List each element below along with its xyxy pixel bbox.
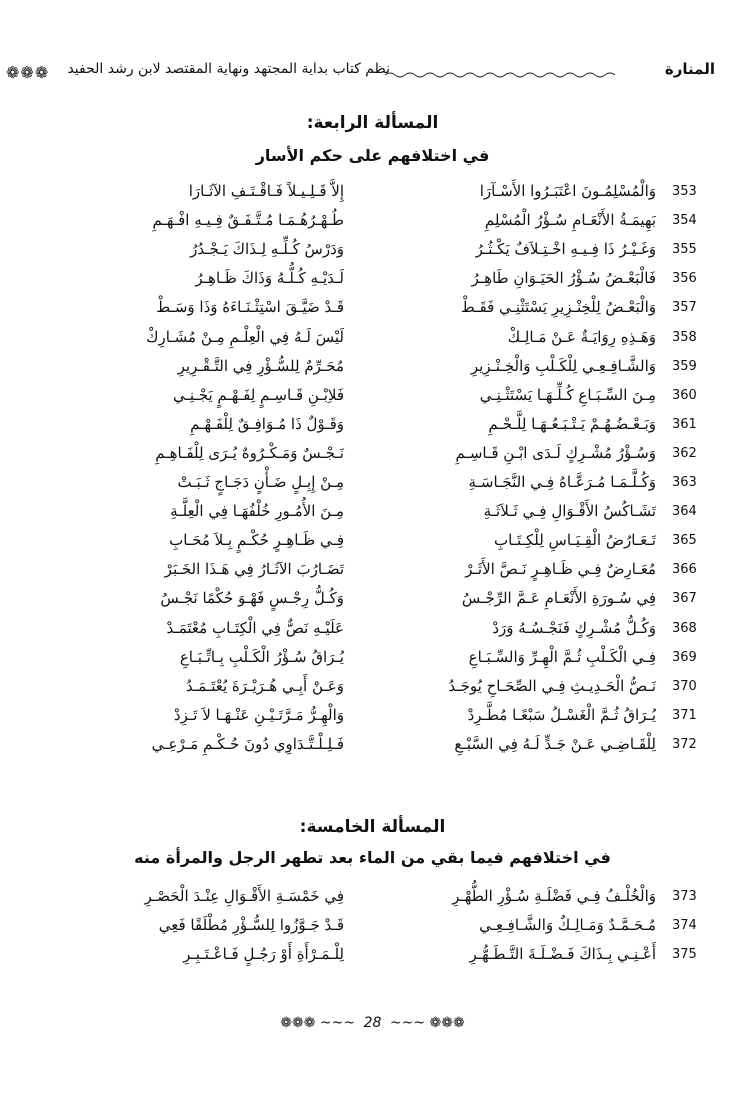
section-4-title: المسألة الرابعة: (306, 113, 439, 133)
verse-number: 365 (672, 533, 697, 549)
verse-row (0, 240, 745, 267)
verse-row (0, 887, 745, 914)
verse-number: 373 (672, 889, 697, 904)
verse-first-hemistich: مُـحَـمَّـدٌ وَمَـالِـكٌ وَالشَّـافِـعِـي (479, 916, 656, 934)
section-5-title: المسألة الخامسة: (299, 817, 446, 837)
verse-second-hemistich: وَعَـنْ أَبِـي هُـرَيْـرَةَ يُعْتَـمَـدُ (185, 676, 344, 695)
verse-number: 371 (672, 707, 697, 723)
verse-second-hemistich: يُـرَاقُ سُـؤْرُ الْكَـلْبِ بِـاتِّـبَـاعِ (179, 647, 344, 666)
verse-row (0, 502, 745, 529)
verse-second-hemistich: نَـجْـسٌ وَمَـكْـرُوهٌ يُـرَى لِلْفَـاهِـمِ (155, 443, 344, 462)
book-title: نظم كتاب بداية المجتهد ونهاية المقتصد لابن رشد الحفيد (67, 61, 390, 77)
verse-first-hemistich: مِـنَ السِّـبَـاعِ كُـلِّـهَـا يَسْتَثْـنِـي (479, 385, 656, 404)
verse-second-hemistich: مُحَـرِّمٌ لِلسُّـؤْرِ فِي التَّـقْـرِيرِ (177, 356, 344, 375)
page-header (0, 55, 745, 89)
verse-first-hemistich: تَـعَـارُضُ الْقِـيَـاسِ لِلْكِـتَـابِ (493, 531, 656, 550)
verse-row (0, 473, 745, 500)
verse-first-hemistich: فَالْبَعْـضُ سُـؤْرُ الحَيَـوَانِ طَاهِـرُ (471, 269, 656, 288)
verse-number: 362 (672, 445, 697, 461)
verse-row (0, 735, 745, 762)
verse-second-hemistich: لَيْسَ لَـهُ فِي الْعِلْـمِ مِـنْ مُشَـارِكْ (146, 327, 344, 346)
verse-row (0, 945, 745, 972)
verse-first-hemistich: نَـصُّ الْحَـدِيـثِ فِـي الصِّحَـاحِ يُوجَـدُ (448, 676, 656, 695)
section-5-subtitle: في اختلافهم فيما بقي من الماء بعد تطهر الرجل والمرأة منه (134, 848, 611, 867)
verse-number: 366 (672, 562, 697, 578)
verse-first-hemistich: بَهِيمَـةُ الأَنْعَـامِ سُـؤْرُ الْمُسْلِمِ (484, 211, 656, 230)
verse-number: 375 (672, 947, 697, 962)
wavy-divider (385, 71, 615, 79)
verse-first-hemistich: وَهَـذِهِ رِوَايَـةٌ عَـنْ مَـالِـكْ (507, 327, 656, 346)
verse-first-hemistich: وَسُـؤْرُ مُشْـرِكٍ لَـدَى ابْـنِ قَـاسِـمِ (455, 443, 656, 462)
verse-second-hemistich: طُـهْـرُهُـمَـا مُـتَّـفَـقٌ فِـيـهِ افْـهَـمِ (152, 211, 344, 230)
verse-row (0, 619, 745, 646)
verse-row (0, 386, 745, 413)
page-footer: ❁❁❁ ~~~ 28 ~~~ ❁❁❁ (280, 1015, 465, 1031)
verse-number: 367 (672, 591, 697, 607)
verse-number: 356 (672, 271, 697, 287)
verse-second-hemistich: وَدَرْسُ كُـلِّـهِ لِـذَاكَ يَـجْـدُرُ (190, 240, 344, 259)
verse-number: 357 (672, 300, 697, 316)
verse-second-hemistich: وَالْهِـرُّ مَـرَّتَـيْـنِ عَنْـهَـا لاَ تَـزِدْ (173, 705, 344, 724)
verse-first-hemistich: وَغَـيْـرُ ذَا فِـيـهِ اخْـتِـلاَفٌ يَكْـثُـرُ (475, 240, 656, 259)
verse-second-hemistich: فَـلِـلْـتَّـدَاوِي دُونَ حُـكْـمِ مَـرْعِـي (151, 734, 344, 753)
verse-row (0, 560, 745, 587)
verse-number: 359 (672, 358, 697, 374)
verse-number: 355 (672, 242, 697, 258)
verse-row (0, 648, 745, 675)
verse-number: 370 (672, 678, 697, 694)
verse-second-hemistich: وَقَـوْلٌ ذَا مُـوَافِـقٌ لِلْفَـهْـمِ (190, 414, 344, 433)
verse-first-hemistich: وَالْبَعْـضُ لِلْخِنْـزِيرِ يَسْتَثْنِـي فَقَـطْ (460, 298, 656, 317)
verse-row (0, 916, 745, 943)
verse-number: 354 (672, 213, 697, 229)
verse-row (0, 415, 745, 442)
verse-second-hemistich: قَـدْ جَـوَّزُوا لِلسُّـؤْرِ مُطْلَقًا فَعِي (158, 916, 344, 934)
verse-number: 364 (672, 504, 697, 520)
verse-second-hemistich: مِـنَ الأُمُـورِ خُلْفُهَـا فِي الْعِلَّـةِ (170, 502, 344, 521)
verse-row (0, 182, 745, 209)
verse-row (0, 328, 745, 355)
verse-row (0, 211, 745, 238)
verse-number: 353 (672, 184, 697, 199)
verse-first-hemistich: وَالْخُلْـفُ فِـي فَضْلَـةِ سُـؤْرِ الطُّهْـرِ (452, 887, 656, 905)
verse-number: 369 (672, 649, 697, 665)
verse-row (0, 706, 745, 733)
verse-second-hemistich: لَـدَيْـهِ كُـلُّـهُ وَذَاكَ ظَـاهِـرُ (195, 269, 344, 288)
verse-row (0, 531, 745, 558)
verse-first-hemistich: أَعْـنِـي بِـذَاكَ فَـضْـلَـةَ التَّـطَـهُّـرِ (469, 945, 656, 963)
verse-second-hemistich: فِي خَمْسَـةِ الأَقْـوَالِ عِنْـدَ الْحَصْـرِ (144, 887, 344, 905)
verse-first-hemistich: فِـي الْكَـلْبِ ثُـمَّ الْهِـرِّ وَالسِّـبَـاعِ (468, 647, 656, 666)
verse-number: 368 (672, 620, 697, 636)
verse-second-hemistich: وَكُـلُّ رِجْـسٍ فَهْـوَ حُكْمًا نَجْـسُ (160, 589, 344, 608)
verse-second-hemistich: فَلاِبْـنِ قَـاسِـمٍ لِفَـهْـمٍ يَجْـنِـي (172, 385, 344, 404)
verse-row (0, 357, 745, 384)
verse-first-hemistich: وَبَـعْـضُـهُـمْ يَـتْـبَـعُـهَـا لِلَّـحْـمِ (488, 414, 656, 433)
verse-row (0, 677, 745, 704)
ornament-icon: ❁❁❁ (6, 63, 50, 82)
verse-first-hemistich: يُـرَاقُ ثُـمَّ الْغَسْـلُ سَبْعًـا مُطَّـرِدْ (467, 705, 656, 724)
verse-number: 363 (672, 475, 697, 490)
ornament-icon: ❁❁❁ (280, 1015, 316, 1031)
verse-number: 374 (672, 918, 697, 933)
verse-second-hemistich: مِـنْ إِبِـلٍ ضَـأْنٍ دَجَـاجٍ ثَـبَـتْ (177, 473, 344, 491)
verse-second-hemistich: لِلْـمَـرْأَةِ أَوْ رَجُـلٍ فَـاعْـتَـبِـرِ (183, 945, 344, 963)
verse-number: 358 (672, 329, 697, 345)
verse-second-hemistich: إِلاَّ قَـلِـيـلاً فَـاقْـتَـفِ الآثَـارَا (188, 182, 344, 200)
verse-row (0, 444, 745, 471)
verse-first-hemistich: وَالشَّـافِـعِـي لِلْكَـلْبِ وَالْخِـنْـزِيرِ (470, 356, 656, 375)
verse-first-hemistich: لِلْقَـاضِـي عَـنْ جَـدٍّ لَـهُ فِي السَّبْـعِ (454, 734, 656, 753)
verse-row (0, 589, 745, 616)
verse-number: 360 (672, 387, 697, 403)
verse-number: 361 (672, 416, 697, 432)
page-number: 28 (363, 1015, 382, 1031)
verse-first-hemistich: وَكُـلَّـمَـا مُـرَعَّـاهُ فِـي النَّجَـاسَـةِ (468, 473, 656, 491)
verse-row (0, 269, 745, 296)
verse-first-hemistich: وَكُـلُّ مُشْـرِكٍ فَنَجْـسُـهُ وَرَدْ (492, 618, 656, 637)
verse-row (0, 298, 745, 325)
verse-first-hemistich: فِي سُـورَةِ الأَنْعَـامِ عَـمَّ الرِّجْـسُ (461, 589, 656, 608)
verse-second-hemistich: فِـي ظَـاهِـرٍ حُكْـمٍ بِـلاَ مُحَـابِ (169, 531, 344, 550)
section-4-subtitle: في اختلافهم على حكم الأسار (255, 146, 490, 165)
verse-first-hemistich: مُعَـارِضٌ فِـي ظَـاهِـرٍ نَـصَّ الأَثَـرْ (465, 560, 656, 579)
verse-second-hemistich: قَـدْ ضَيَّـقَ اسْتِثْـنَـاءَهُ وَذَا وَسَـطْ (156, 298, 344, 317)
publisher-name: المنارة (664, 60, 715, 78)
verse-number: 372 (672, 736, 697, 752)
verse-second-hemistich: تَضَـارُبَ الآثَـارُ فِي هَـذَا الخَـبَرْ (164, 560, 344, 579)
ornament-icon: ❁❁❁ (429, 1015, 465, 1031)
verse-first-hemistich: وَالْمُسْلِمُـونَ اعْتَبَـرُوا الأَسْـآرَا (479, 182, 656, 200)
verse-first-hemistich: تَشَـاكُسُ الأَقْـوَالِ فِـي ثَـلاَثَـةِ (483, 502, 656, 521)
verse-second-hemistich: عَلَيْـهِ نَصٌّ فِي الْكِتَـابِ مُعْتَمَـدْ (166, 618, 344, 637)
